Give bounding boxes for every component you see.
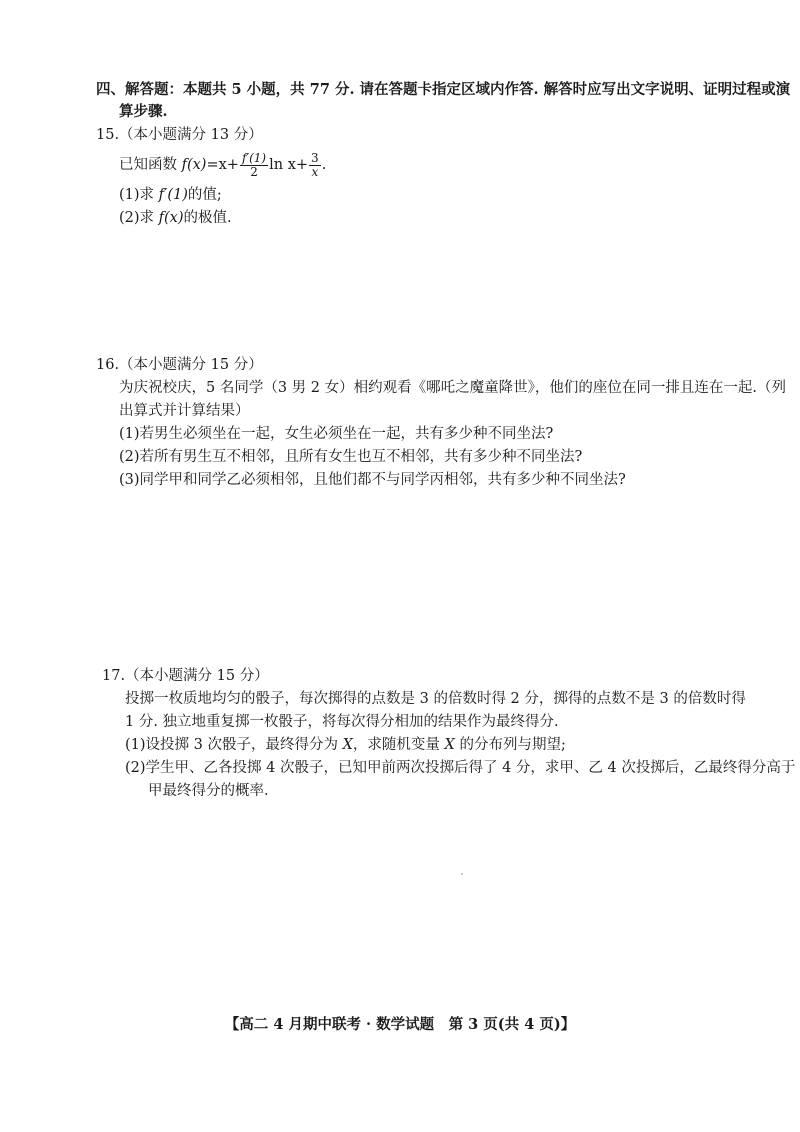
q15-title: 15.（本小题满分 13 分） — [96, 127, 263, 143]
q15-frac1-num: f′(1) — [241, 150, 267, 165]
q16-title: 16.（本小题满分 15 分） — [96, 357, 263, 373]
q16-stem-line1: 为庆祝校庆，5 名同学（3 男 2 女）相约观看《哪吒之魔童降世》，他们的座位在同一排且连在一起.（列 — [119, 380, 786, 396]
q16-stem-line2: 出算式并计算结果） — [119, 403, 250, 419]
q17-stem-line2: 1 分. 独立地重复掷一枚骰子，将每次得分相加的结果作为最终得分. — [125, 714, 559, 730]
q15-fx: f(x) — [181, 157, 207, 173]
q17-part1 — [125, 735, 566, 755]
q15-frac2-num: 3 — [311, 150, 319, 165]
q15-part1 — [119, 185, 222, 205]
q15-stem — [119, 150, 326, 180]
q17-title: 17.（本小题满分 15 分） — [102, 668, 269, 684]
section-heading-line1: 四、解答题：本题共 5 小题，共 77 分. 请在答题卡指定区域内作答. 解答时应写出文字说明、证明过程或演 — [96, 81, 791, 98]
q17-part2-line1: (2)学生甲、乙各投掷 4 次骰子，已知甲前两次投掷后得了 4 分，求甲、乙 4 次投掷后，乙最终得分高于 — [125, 760, 796, 776]
scan-speck — [461, 873, 463, 875]
q15-stem-prefix: 已知函数 — [119, 157, 182, 173]
q15-part2-b: 的极值. — [183, 210, 232, 226]
q17-part1-x1: X — [342, 737, 353, 753]
q17-part1-c: 的分布列与期望; — [454, 737, 566, 753]
q16-part2: (2)若所有男生互不相邻，且所有女生也互不相邻，共有多少种不同坐法? — [119, 449, 583, 465]
q15-part2-math: f(x) — [158, 210, 184, 226]
q16-part1: (1)若男生必须坐在一起，女生必须坐在一起，共有多少种不同坐法? — [119, 426, 554, 442]
q16-part3: (3)同学甲和同学乙必须相邻，且他们都不与同学丙相邻，共有多少种不同坐法? — [119, 472, 626, 488]
q17-part1-b: ，求随机变量 — [352, 737, 445, 753]
q17-part1-x2: X — [444, 737, 455, 753]
q15-eq-b: ln x+ — [269, 157, 309, 173]
q15-stem-end: . — [321, 157, 327, 173]
q15-eq-a: =x+ — [206, 157, 239, 173]
q15-part1-b: 的值; — [187, 187, 222, 203]
page-footer: 【高二 4 月期中联考 · 数学试题 第 3 页(共 4 页)】 — [224, 1016, 576, 1033]
q15-part2-a: (2)求 — [119, 210, 159, 226]
q15-part1-a: (1)求 — [119, 187, 159, 203]
q17-part1-a: (1)设投掷 3 次骰子，最终得分为 — [125, 737, 343, 753]
q15-part1-math: f′(1) — [158, 187, 188, 203]
q15-frac2-den: x — [311, 164, 319, 179]
q15-fraction-1 — [240, 152, 268, 179]
q15-part2 — [119, 208, 232, 228]
q15-fraction-2 — [309, 152, 321, 179]
q15-frac1-den: 2 — [250, 164, 258, 179]
q17-stem-line1: 投掷一枚质地均匀的骰子，每次掷得的点数是 3 的倍数时得 2 分，掷得的点数不是 3 的倍数时得 — [125, 691, 746, 707]
section-heading-line2: 算步骤. — [119, 103, 168, 120]
q17-part2-line2: 甲最终得分的概率. — [148, 783, 269, 799]
